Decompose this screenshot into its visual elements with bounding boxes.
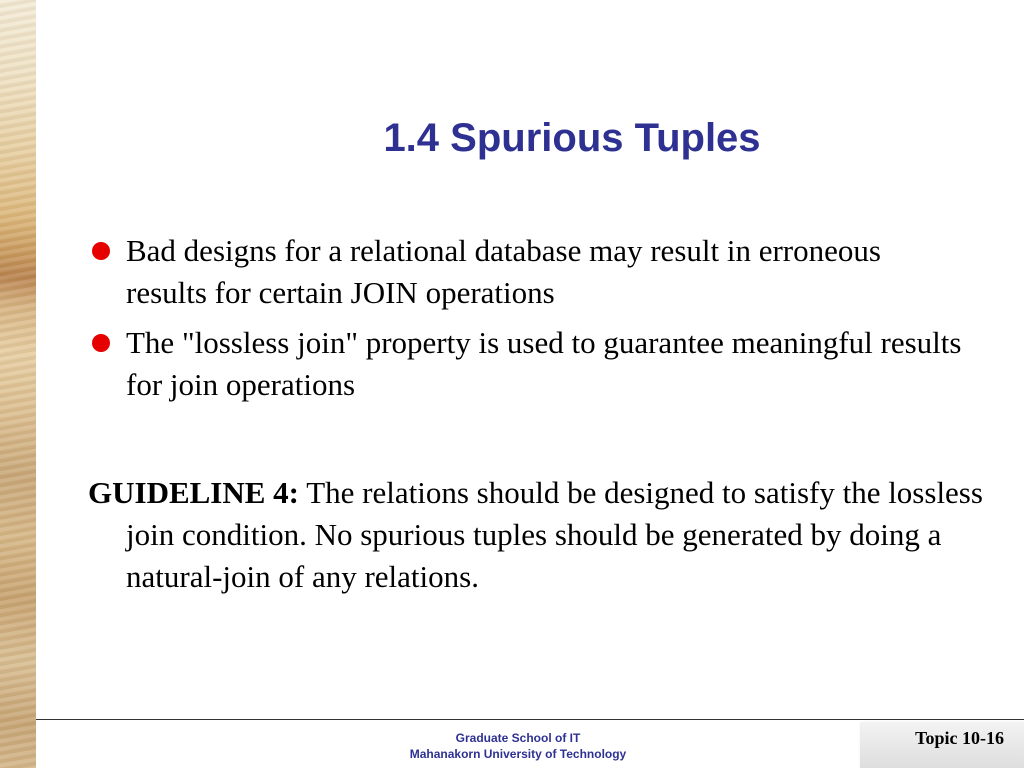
footer-line-university: Mahanakorn University of Technology [409, 747, 627, 761]
bullet-text: The "lossless join" property is used to guarantee meaningful results for join operations [126, 325, 962, 402]
footer-institution [36, 730, 1000, 762]
slide-title: 1.4 Spurious Tuples [383, 116, 761, 160]
bullet-list [88, 230, 968, 414]
bullet-item-bad-designs [88, 230, 968, 314]
guideline-paragraph [88, 472, 986, 598]
bullet-text: Bad designs for a relational database may result in erroneous results for certain JOIN operations [126, 233, 881, 310]
filled-circle-bullet-icon [92, 242, 110, 260]
topic-badge [860, 722, 1024, 768]
bullet-item-lossless-join [88, 322, 968, 406]
footer-line-school: Graduate School of IT [455, 731, 581, 745]
guideline-label: GUIDELINE 4: [88, 475, 300, 510]
topic-number: Topic 10-16 [915, 728, 1004, 748]
footer-divider [36, 719, 1024, 720]
guideline-text: The relations should be designed to satisfy the lossless join condition. No spurious tuples should be generated by doing a natural-join of any relations. [126, 475, 983, 594]
decorative-sand-strip [0, 0, 36, 768]
filled-circle-bullet-icon [92, 334, 110, 352]
